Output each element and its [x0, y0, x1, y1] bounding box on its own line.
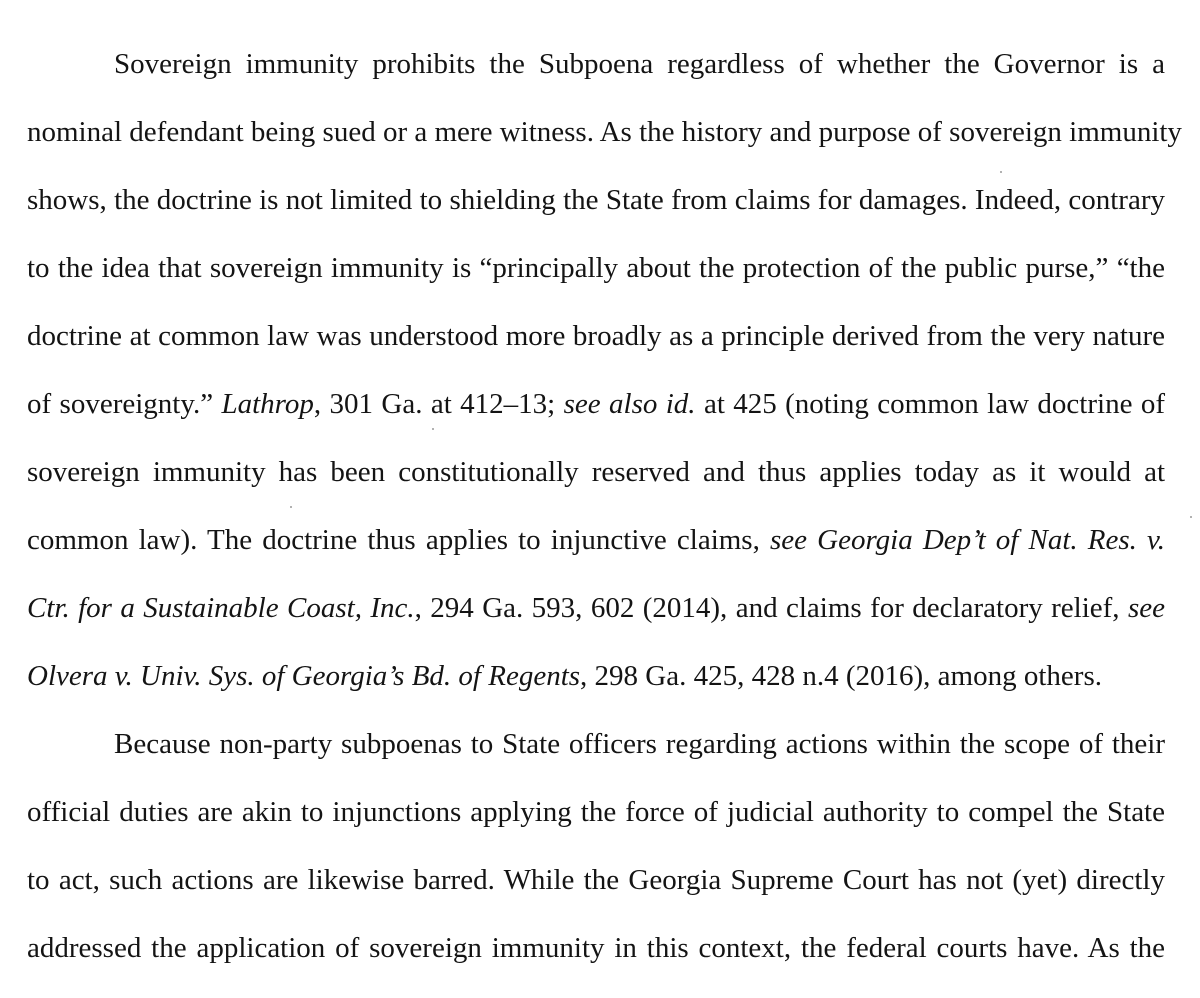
signal-see: see [1127, 592, 1165, 624]
paragraph-1-line-5: doctrine at common law was understood more broadly as a principle derived from the very nature [27, 320, 1165, 352]
text-segment: of sovereignty.” [27, 388, 222, 420]
text-segment: common law). The doctrine thus applies to injunctive claims, [27, 524, 770, 556]
paragraph-1-line-8 [27, 520, 1165, 560]
case-citation-olvera: Olvera v. Univ. Sys. of Georgia’s Bd. of Regents [27, 660, 581, 692]
scan-speck [1000, 171, 1002, 173]
text-segment: , 298 Ga. 425, 428 n.4 (2016), among others. [580, 660, 1102, 692]
paragraph-1-line-2: nominal defendant being sued or a mere witness. As the history and purpose of sovereign immunity [27, 116, 1182, 148]
paragraph-2-line-1: Because non-party subpoenas to State officers regarding actions within the scope of their [114, 728, 1165, 760]
paragraph-1-line-6 [27, 384, 1165, 424]
text-segment: , 301 Ga. at 412–13; [313, 388, 564, 420]
paragraph-2-line-2: official duties are akin to injunctions applying the force of judicial authority to compel the State [27, 796, 1165, 828]
case-citation-lathrop: Lathrop [221, 388, 314, 420]
signal-see-also-id: see also id. [563, 388, 696, 420]
paragraph-1-line-10 [27, 656, 1165, 696]
paragraph-2-line-4: addressed the application of sovereign immunity in this context, the federal courts have. As the [27, 932, 1165, 964]
scan-speck [432, 428, 434, 430]
paragraph-1-line-3: shows, the doctrine is not limited to shielding the State from claims for damages. Indeed, contrary [27, 184, 1165, 216]
case-citation-georgia-dept-nat-res: see Georgia Dep’t of Nat. Res. v. [769, 524, 1165, 556]
case-citation-sustainable-coast: Ctr. for a Sustainable Coast, Inc. [27, 592, 415, 624]
text-segment: at 425 (noting common law doctrine of [695, 388, 1165, 420]
paragraph-1-line-4: to the idea that sovereign immunity is “principally about the protection of the public purse,” “the [27, 252, 1165, 284]
scan-speck [290, 506, 292, 508]
paragraph-1-line-9 [27, 588, 1165, 628]
paragraph-1-line-7: sovereign immunity has been constitutionally reserved and thus applies today as it would at [27, 456, 1165, 488]
scan-speck [1190, 516, 1192, 518]
paragraph-1-line-1: Sovereign immunity prohibits the Subpoena regardless of whether the Governor is a [114, 48, 1165, 80]
text-segment: , 294 Ga. 593, 602 (2014), and claims for declaratory relief, [414, 592, 1128, 624]
paragraph-2-line-3: to act, such actions are likewise barred. While the Georgia Supreme Court has not (yet) directly [27, 864, 1165, 896]
